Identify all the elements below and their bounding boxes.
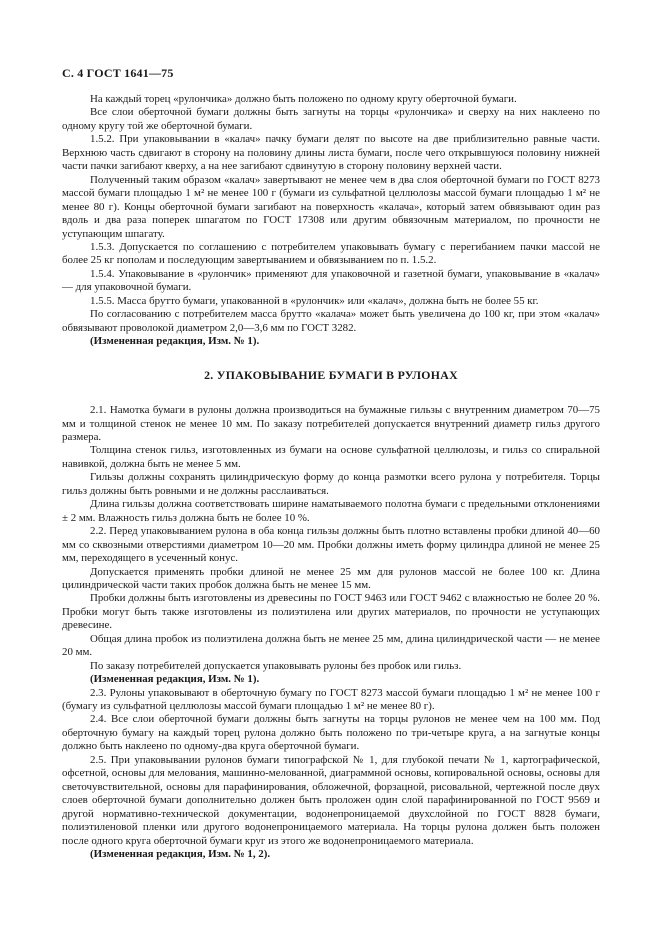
paragraph: 1.5.3. Допускается по соглашению с потребителем упаковывать бумагу с перегибанием пачки массой не более 25 кг пополам и последующим завертыванием и обвязыванием по п. 1.5.2. [62,240,600,267]
paragraph: 2.2. Перед упаковыванием рулона в оба конца гильзы должны быть плотно вставлены пробки длиной 40—60 мм со сквозными отверстиями диаметром 10—20 мм. Пробки должны иметь форму цилиндра длиной не менее 25 мм, переходящего в усеченный конус. [62,525,600,565]
paragraph: По согласованию с потребителем масса брутто «калача» может быть увеличена до 100 кг, при этом «калач» обвязывают проволокой диаметром 2,0—3,6 мм по ГОСТ 3282. [62,308,600,334]
paragraph: Допускается применять пробки длиной не менее 25 мм для рулонов массой не более 100 кг. Длина цилиндрической части таких пробок должна быть не менее 15 мм. [62,565,600,591]
edit-note: (Измененная редакция, Изм. № 1). [90,335,260,348]
paragraph: Все слои оберточной бумаги должны быть загнуты на торцы «рулончика» и сверху на них наклеено по одному кругу той же оберточной бумаги. [62,106,600,132]
section-title: 2. УПАКОВЫВАНИЕ БУМАГИ В РУЛОНАХ [204,367,458,382]
paragraph: Длина гильзы должна соответствовать ширине наматываемого полотна бумаги с предельными отклонениями ± 2 мм. Влажность гильз должна быть не более 10 %. [62,498,600,524]
paragraph: 1.5.4. Упаковывание в «рулончик» применяют для упаковочной и газетной бумаги, упаковывание в «калач» — для упаковочной бумаги. [62,267,600,294]
paragraph: Полученный таким образом «калач» завертывают не менее чем в два слоя оберточной бумаги по ГОСТ 8273 массой бумаги площадью 1 м² не менее 100 г (бумаги из сульфатной целлюлозы массой бумаги площадью 1 м² не менее 80 г). Концы оберточной бумаги загибают на поверхность «калача», который затем обвязывают один раз вдоль и два раза поперек шпагатом по ГОСТ 17308 или другим обвязочным материалом, по прочности не уступающим шпагату. [62,173,600,240]
edit-note: (Измененная редакция, Изм. № 1, 2). [90,848,271,861]
paragraph: Толщина стенок гильз, изготовленных из бумаги на основе сульфатной целлюлозы, и гильз со спиральной навивкой, должна быть не менее 5 мм. [62,444,600,470]
paragraph: 1.5.5. Масса брутто бумаги, упакованной в «рулончик» или «калач», должна быть не более 55 кг. [90,294,539,307]
paragraph: 2.5. При упаковывании рулонов бумаги типографской № 1, для глубокой печати № 1, картографической, офсетной, основы для мелования, машинно-мелованной, диаграммной основы, копировальной основы, основы для светочувствительной, основы для парафинирования, обложечной, форзацной, рисовальной, чертежной после двух слоев оберточной бумаги дополнительно должен быть проложен один слой парафинированной по ГОСТ 9569 и другой нормативно-технической документации, водонепроницаемой двухслойной по ГОСТ 8828 бумаги, полиэтиленовой пленки или другого водонепроницаемого материала. На торцы рулона должен быть положен после одного круга оберточной бумаги круг из этого же водонепроницаемого материала. [62,753,600,847]
paragraph: 2.4. Все слои оберточной бумаги должны быть загнуты на торцы рулонов не менее чем на 100 мм. Под оберточную бумагу на каждый торец рулона должно быть положено по три-четыре круга, а на загнутые концы должно быть наклеено по одному-два круга оберточной бумаги. [62,713,600,753]
paragraph: Гильзы должны сохранять цилиндрическую форму до конца размотки всего рулона у потребителя. Торцы гильз должны быть ровными и не должны расслаиваться. [62,471,600,497]
edit-note: (Измененная редакция, Изм. № 1). [90,673,260,686]
paragraph: На каждый торец «рулончика» должно быть положено по одному кругу оберточной бумаги. [90,93,517,105]
paragraph: 2.3. Рулоны упаковывают в оберточную бумагу по ГОСТ 8273 массой бумаги площадью 1 м² не менее 100 г (бумагу из сульфатной целлюлозы массой бумаги площадью 1 м² не менее 80 г). [62,686,600,713]
page-header: С. 4 ГОСТ 1641—75 [62,66,174,80]
paragraph: 2.1. Намотка бумаги в рулоны должна производиться на бумажные гильзы с внутренним диаметром 70—75 мм и толщиной стенок не менее 10 мм. По заказу потребителей допускается внутренний диаметр гильз другого размера. [62,404,600,443]
paragraph: По заказу потребителей допускается упаковывать рулоны без пробок или гильз. [90,659,462,672]
document-body [62,93,600,861]
paragraph: Общая длина пробок из полиэтилена должна быть не менее 25 мм, длина цилиндрической части — не менее 20 мм. [62,632,600,659]
paragraph: 1.5.2. При упаковывании в «калач» пачку бумаги делят по высоте на две приблизительно равные части. Верхнюю часть сдвигают в сторону на половину длины листа бумаги, после чего открывшуюся половину нижней части пачки загибают кверху, а на нее загибают сдвинутую в сторону половину верхней части. [62,133,600,173]
paragraph: Пробки должны быть изготовлены из древесины по ГОСТ 9463 или ГОСТ 9462 с влажностью не более 20 %. Пробки могут быть также изготовлены из полиэтилена или других материалов, по прочности не уступающих древесине. [62,592,600,632]
